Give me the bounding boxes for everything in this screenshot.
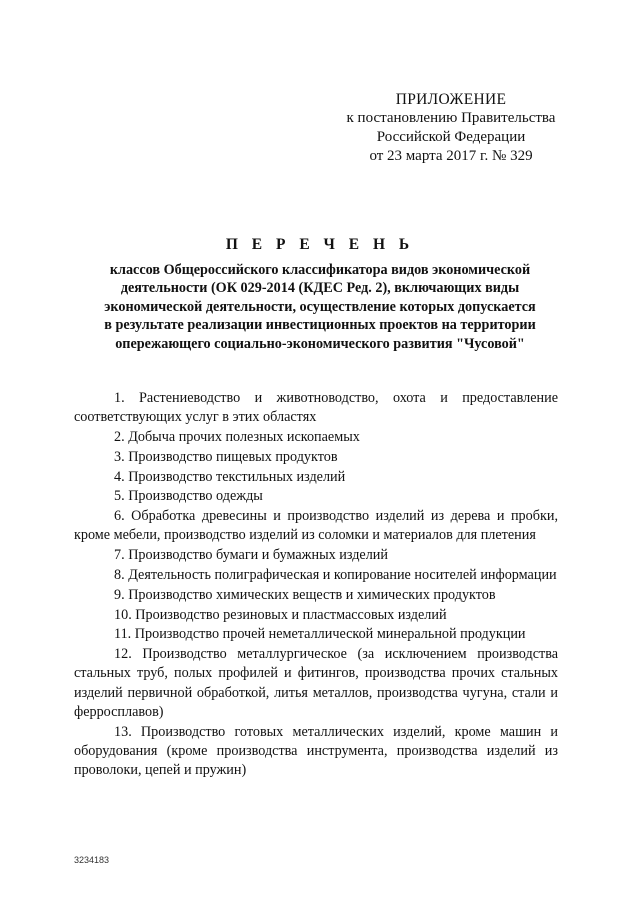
subtitle-line: деятельности (ОК 029-2014 (КДЕС Ред. 2), включающих виды (120, 280, 520, 297)
activity-list (74, 389, 558, 781)
subtitle-line: классов Общероссийского классификатора видов экономической (109, 262, 531, 278)
list-item: 7. Производство бумаги и бумажных изделий (114, 547, 388, 564)
appendix-line-government: Российской Федерации (376, 129, 526, 145)
list-item: 10. Производство резиновых и пластмассовых изделий (114, 606, 447, 623)
list-item: 2. Добыча прочих полезных ископаемых (114, 429, 360, 445)
list-item: 9. Производство химических веществ и химических продуктов (114, 586, 496, 603)
appendix-title: ПРИЛОЖЕНИЕ (395, 91, 507, 108)
list-item: 1. Растениеводство и животноводство, охота и предоставление соответствующих услуг в этих областях (74, 390, 558, 426)
document-subtitle (70, 261, 570, 353)
list-item: 6. Обработка древесины и производство изделий из дерева и пробки, кроме мебели, производство изделий из соломки и материалов для плетения (74, 508, 558, 544)
list-item: 8. Деятельность полиграфическая и копирование носителей информации (114, 566, 557, 583)
list-item: 4. Производство текстильных изделий (114, 468, 346, 485)
list-item: 5. Производство одежды (114, 488, 263, 505)
appendix-block (318, 90, 584, 166)
subtitle-line: в результате реализации инвестиционных проектов на территории (104, 317, 536, 334)
document-heading (70, 236, 570, 353)
list-item: 11. Производство прочей неметаллической минеральной продукции (114, 626, 526, 643)
appendix-line-date-number: от 23 марта 2017 г. № 329 (369, 148, 533, 164)
list-item: 12. Производство металлургическое (за исключением производства стальных труб, полых профилей и фитингов, производства прочих стальных изделий первичной обработкой, литья металлов, производства чугуна, стали и ферросплавов) (74, 646, 558, 720)
list-item: 3. Производство пищевых продуктов (114, 448, 338, 465)
list-item: 13. Производство готовых металлических изделий, кроме машин и оборудования (кроме производства инструмента, производства изделий из проволоки, цепей и пружин) (74, 723, 558, 778)
appendix-line-resolution: к постановлению Правительства (346, 110, 556, 126)
document-code: 3234183 (74, 855, 110, 865)
subtitle-line: экономической деятельности, осуществление которых допускается (104, 298, 536, 315)
document-title: П Е Р Е Ч Е Н Ь (225, 236, 415, 253)
subtitle-line: опережающего социально-экономического развития "Чусовой" (115, 335, 525, 352)
